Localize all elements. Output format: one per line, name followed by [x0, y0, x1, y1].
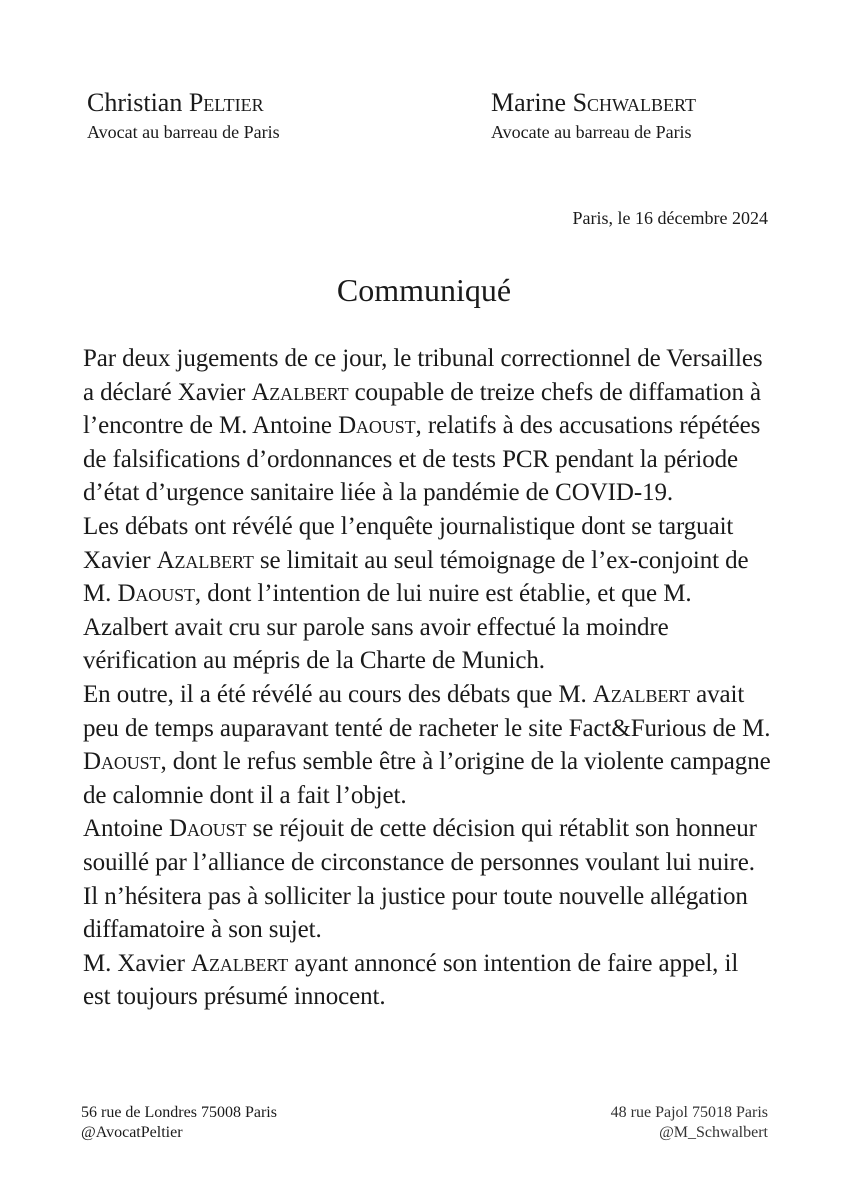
- lawyer-title: Avocat au barreau de Paris: [87, 122, 280, 142]
- lawyer-name: [87, 86, 280, 120]
- body-paragraph: [83, 678, 771, 812]
- lawyer-name: [491, 86, 696, 120]
- footer-schwalbert-contact: [611, 1103, 768, 1143]
- paragraph-text: avait peu de temps auparavant tenté de racheter le site Fact&Furious de M.: [83, 680, 771, 742]
- body-paragraph: [83, 342, 771, 510]
- lawyer-first-name: Marine: [491, 88, 567, 117]
- footer-social-handle: @M_Schwalbert: [659, 1124, 768, 1141]
- body-paragraph: [83, 812, 771, 946]
- lawyer-schwalbert-block: [491, 86, 696, 144]
- paragraph-text: , dont le refus semble être à l’origine de la violente campagne de calomnie dont il a fait l’objet.: [83, 748, 771, 809]
- paragraph-text: coupable de treize chefs de diffamation à l’encontre de M. Antoine: [83, 378, 761, 440]
- person-surname: Daoust: [338, 412, 416, 440]
- lawyer-first-name: Christian: [87, 88, 183, 117]
- communique-body: [83, 342, 771, 1014]
- footer-address: 56 rue de Londres 75008 Paris: [81, 1104, 277, 1121]
- date-line: Paris, le 16 décembre 2024: [572, 208, 768, 228]
- document-title: Communiqué: [336, 272, 512, 308]
- paragraph-text: ayant annoncé son intention de faire appel, il est toujours présumé innocent.: [83, 949, 739, 1011]
- paragraph-text: se limitait au seul témoignage de l’ex-conjoint de M.: [83, 546, 749, 608]
- paragraph-text: se réjouit de cette décision qui rétablit son honneur souillé par l’alliance de circonstance de personnes voulant lui nuire. Il n’hésitera pas à solliciter la justice pour toute nouvelle allégation diffamatoire à son sujet.: [83, 815, 757, 944]
- person-surname: Azalbert: [191, 949, 289, 977]
- person-surname: Azalbert: [592, 680, 690, 708]
- footer-address: 48 rue Pajol 75018 Paris: [610, 1104, 768, 1121]
- footer-social-handle: @AvocatPeltier: [81, 1124, 183, 1141]
- body-paragraph: [83, 510, 771, 678]
- paragraph-text: Les débats ont révélé que l’enquête journalistique dont se targuait Xavier: [83, 512, 734, 574]
- person-surname: Azalbert: [251, 378, 349, 406]
- person-surname: Azalbert: [156, 546, 254, 574]
- paragraph-text: , relatifs à des accusations répétées de falsifications d’ordonnances et de tests PCR pendant la période d’état d’urgence sanitaire liée à la pandémie de COVID-19.: [83, 412, 761, 507]
- lawyer-last-name: Schwalbert: [572, 88, 696, 117]
- person-surname: Daoust: [83, 748, 161, 776]
- paragraph-text: , dont l’intention de lui nuire est établie, et que M. Azalbert avait cru sur parole sans avoir effectué la moindre vérification au mépris de la Charte de Munich.: [83, 580, 692, 675]
- person-surname: Daoust: [169, 815, 247, 843]
- lawyer-peltier-block: [87, 86, 280, 144]
- person-surname: Daoust: [117, 580, 195, 608]
- paragraph-text: Antoine: [83, 815, 169, 843]
- paragraph-text: En outre, il a été révélé au cours des débats que M.: [83, 680, 593, 708]
- paragraph-text: Par deux jugements de ce jour, le tribunal correctionnel de Versailles a déclaré Xavier: [83, 345, 763, 406]
- footer-peltier-contact: [81, 1103, 277, 1143]
- body-paragraph: [83, 947, 771, 1014]
- lawyer-title: Avocate au barreau de Paris: [491, 122, 692, 142]
- paragraph-text: M. Xavier: [83, 949, 191, 977]
- lawyer-last-name: Peltier: [188, 88, 264, 117]
